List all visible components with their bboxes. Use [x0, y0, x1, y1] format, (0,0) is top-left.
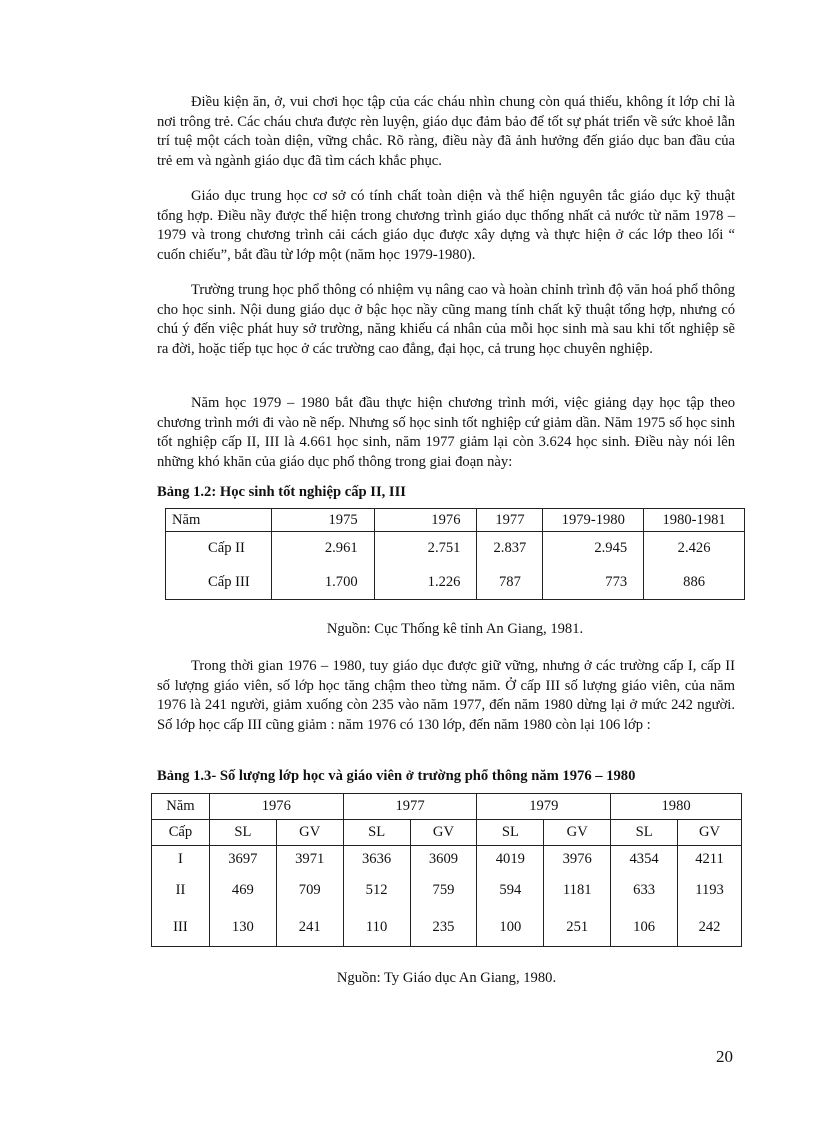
table2-cell: 110 [343, 909, 410, 947]
table2-cell: 3697 [209, 846, 276, 873]
table1-header-cell: Năm [166, 509, 272, 532]
table2-cell: 594 [477, 872, 544, 909]
table2-subheader-cell: SL [209, 820, 276, 846]
table2-cell: 242 [678, 909, 742, 947]
table1-cell: 2.426 [644, 532, 745, 566]
table2-year-cell: 1980 [611, 794, 742, 820]
graduates-table [165, 508, 745, 600]
table2-cell: 3609 [410, 846, 477, 873]
table2-subheader-cell: GV [276, 820, 343, 846]
table2-year-cell: 1976 [209, 794, 343, 820]
table1-source: Nguồn: Cục Thống kê tỉnh An Giang, 1981. [326, 621, 584, 637]
table1-row [166, 532, 745, 566]
paragraph-preschool: Điều kiện ăn, ở, vui chơi học tập của các cháu nhìn chung còn quá thiếu, không ít lớp chỉ là nơi trông trẻ. Các cháu chưa được rèn luyện, giáo dục đảm bảo để tốt sự phát triển về sức khoẻ lẫn trí tuệ một cách toàn diện, vững chắc. Rõ ràng, điều này đã ảnh hưởng đến giáo dục ban đầu của trẻ em và ngành giáo dục đã tìm cách khắc phục. [157, 94, 735, 169]
table2-cell: 100 [477, 909, 544, 947]
table2-cell: 241 [276, 909, 343, 947]
paragraph-teachers-classes: Trong thời gian 1976 – 1980, tuy giáo dục được giữ vững, nhưng ở các trường cấp I, cấp II số lượng giáo viên, số lớp học tăng chậm theo từng năm. Ở cấp III số lượng giáo viên, của năm 1976 là 241 người, giảm xuống còn 235 vào năm 1977, đến năm 1980 dừng lại ở mức 242 người. Số lớp học cấp III cũng giảm : năm 1976 có 130 lớp, đến năm 1980 còn lại 106 lớp : [157, 658, 735, 733]
classes-teachers-table [151, 793, 742, 947]
table2-cell: 4211 [678, 846, 742, 873]
table2-subheader-cell: GV [678, 820, 742, 846]
table2-row [152, 846, 742, 873]
table1-cell: 2.945 [543, 532, 644, 566]
table2-year-row [152, 794, 742, 820]
table1-cell: 886 [644, 566, 745, 600]
table2-year-label: Năm [152, 794, 210, 820]
table2-row [152, 909, 742, 947]
table2-subheader-cell: GV [410, 820, 477, 846]
table2-cell: 3976 [544, 846, 611, 873]
table1-header-cell: 1977 [477, 509, 543, 532]
paragraph-new-curriculum: Năm học 1979 – 1980 bắt đầu thực hiện chương trình mới, việc giảng dạy học tập theo chương trình mới đi vào nề nếp. Nhưng số học sinh tốt nghiệp cứ giảm dần. Năm 1975 số học sinh tốt nghiệp cấp II, III là 4.661 học sinh, năm 1977 giảm lại còn 3.624 học sinh. Điều này nói lên những khó khăn của giáo dục phổ thông trong giai đoạn này: [157, 395, 735, 470]
table1-cell: 2.751 [374, 532, 477, 566]
table2-cell: 3636 [343, 846, 410, 873]
table1-header-cell: 1975 [271, 509, 374, 532]
table1-cell: 2.837 [477, 532, 543, 566]
table2-cell: 3971 [276, 846, 343, 873]
table2-caption: Bảng 1.3- Số lượng lớp học và giáo viên ở trường phổ thông năm 1976 – 1980 [157, 768, 636, 784]
table1-header-cell: 1979-1980 [543, 509, 644, 532]
table1-cell: 1.226 [374, 566, 477, 600]
page-number: 20 [716, 1047, 733, 1066]
table1-header-cell: 1976 [374, 509, 477, 532]
paragraph-secondary-education: Giáo dục trung học cơ sở có tính chất toàn diện và thể hiện nguyên tắc giáo dục kỹ thuật tổng hợp. Điều nầy được thể hiện trong chương trình giáo dục thống nhất cả nước từ năm 1978 – 1979 và trong chương trình cải cách giáo dục được xây dựng và thực hiện ở các lớp theo lối “ cuốn chiếu”, bắt đầu từ lớp một (năm học 1979-1980). [157, 188, 735, 263]
table1-cell: Cấp II [166, 532, 272, 566]
table1-cell: 1.700 [271, 566, 374, 600]
table2-year-cell: 1979 [477, 794, 611, 820]
table2-cell: 1181 [544, 872, 611, 909]
table2-subheader-cell: GV [544, 820, 611, 846]
table2-subheader-cell: SL [477, 820, 544, 846]
paragraph-high-school: Trường trung học phổ thông có nhiệm vụ nâng cao và hoàn chỉnh trình độ văn hoá phổ thông cho học sinh. Nội dung giáo dục ở bậc học nầy cũng mang tính chất kỹ thuật tổng hợp, nhưng có chú ý đến việc phát huy sở trường, năng khiếu cá nhân của mỗi học sinh mà sau khi tốt nghiệp sẽ ra đời, hoặc tiếp tục học ở các trường cao đẳng, đại học, cả trung học chuyên nghiệp. [157, 282, 735, 357]
table1-header-cell: 1980-1981 [644, 509, 745, 532]
table2-level-label: Cấp [152, 820, 210, 846]
table2-subheader-row [152, 820, 742, 846]
table2-cell: 709 [276, 872, 343, 909]
table2-cell: 4019 [477, 846, 544, 873]
table1-row [166, 566, 745, 600]
table2-cell: 633 [611, 872, 678, 909]
table2-year-cell: 1977 [343, 794, 477, 820]
table2-cell: I [152, 846, 210, 873]
table2-cell: 469 [209, 872, 276, 909]
table1-header-row [166, 509, 745, 532]
table2-cell: 130 [209, 909, 276, 947]
table2-cell: 759 [410, 872, 477, 909]
table2-cell: 235 [410, 909, 477, 947]
table2-cell: 106 [611, 909, 678, 947]
table1-cell: 773 [543, 566, 644, 600]
table2-subheader-cell: SL [611, 820, 678, 846]
table2-subheader-cell: SL [343, 820, 410, 846]
table1-caption: Bảng 1.2: Học sinh tốt nghiệp cấp II, III [157, 484, 406, 500]
table1-cell: Cấp III [166, 566, 272, 600]
table2-cell: 1193 [678, 872, 742, 909]
table1-cell: 2.961 [271, 532, 374, 566]
table2-cell: 4354 [611, 846, 678, 873]
table2-cell: III [152, 909, 210, 947]
table2-cell: 251 [544, 909, 611, 947]
table2-cell: 512 [343, 872, 410, 909]
table1-cell: 787 [477, 566, 543, 600]
table2-cell: II [152, 872, 210, 909]
table2-source: Nguồn: Ty Giáo dục An Giang, 1980. [336, 970, 557, 986]
table2-row [152, 872, 742, 909]
